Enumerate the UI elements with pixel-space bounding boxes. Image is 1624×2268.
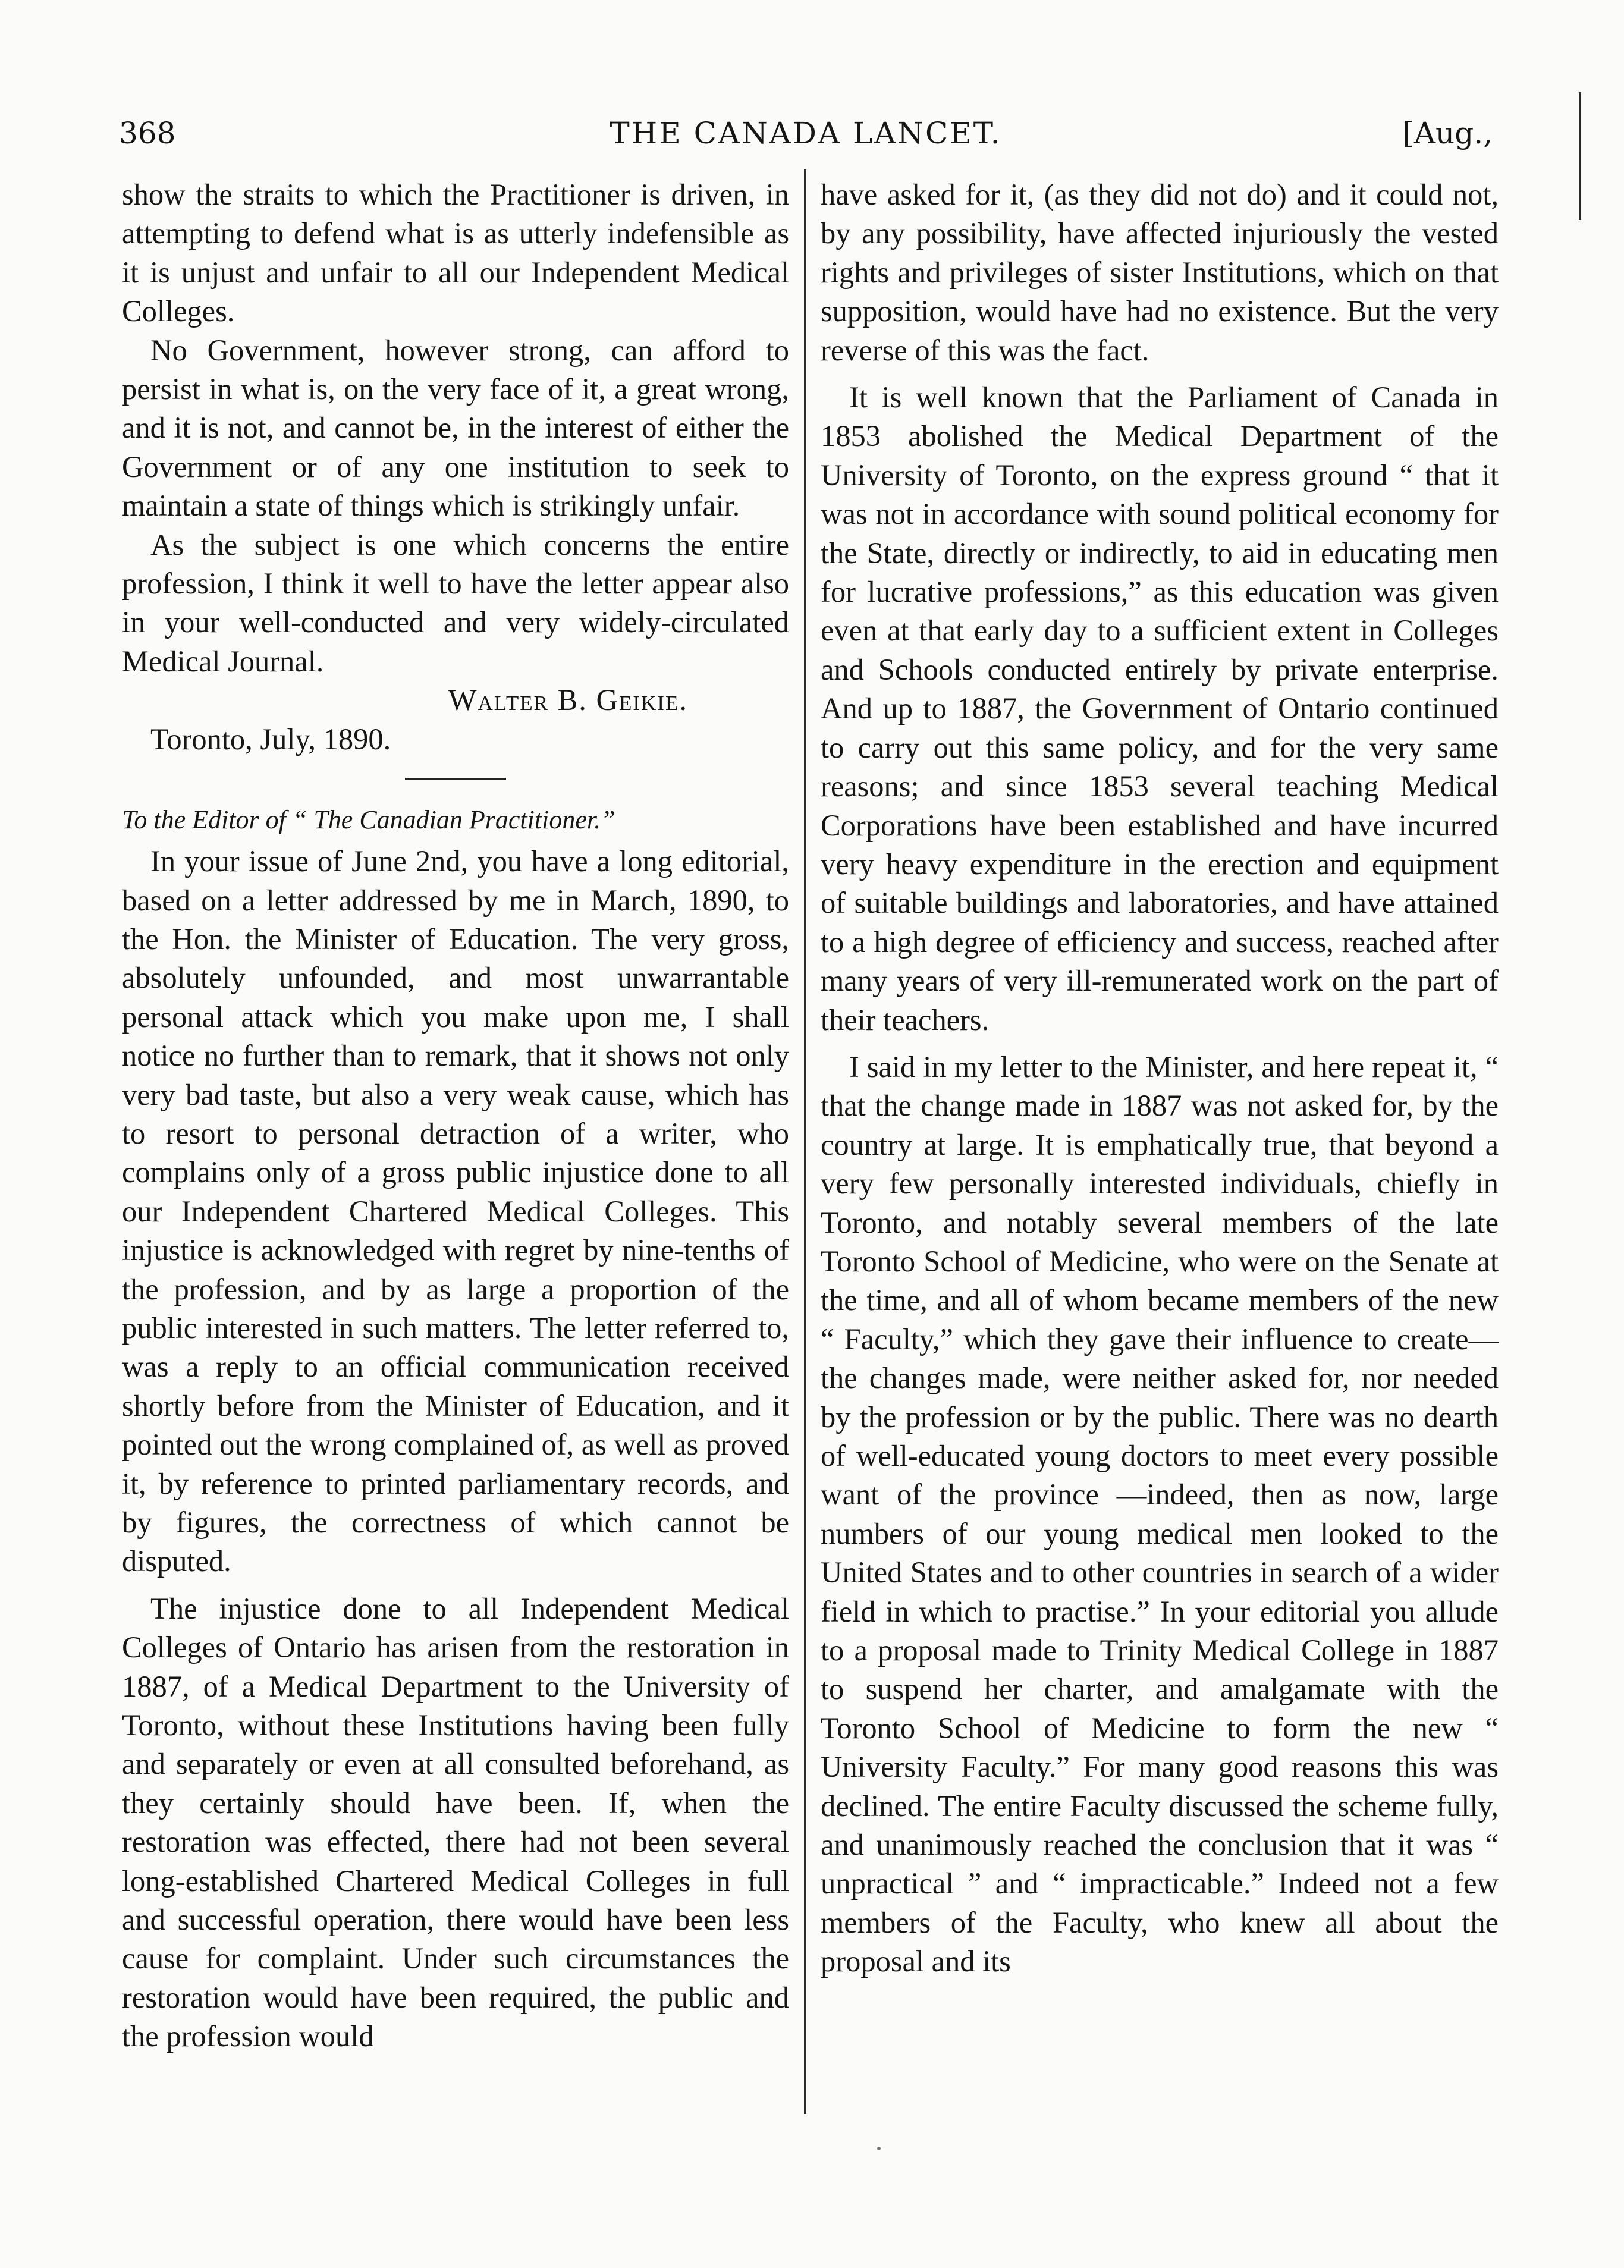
signature: Walter B. Geikie. — [448, 683, 688, 717]
column-divider — [804, 169, 806, 2114]
paragraph: have asked for it, (as they did not do) and it could not, by any possibility, have affected injuriously the vested rights and privileges of sister Institutions, which on that supposition, would have had no existence. But the very reverse of this was the fact. — [821, 178, 1499, 367]
salutation: To the Editor of “ The Canadian Practitioner.” — [122, 805, 615, 835]
paragraph: As the subject is one which concerns the entire profession, I think it well to have the letter appear also in your well-conducted and very widely-circulated Medical Journal. — [122, 527, 789, 678]
paragraph: No Government, however strong, can afford to persist in what is, on the very face of it, a great wrong, and it is not, and cannot be, in the interest of either the Government or of any one institution to seek to maintain a state of things which is strikingly unfair. — [122, 333, 789, 523]
paragraph: I said in my letter to the Minister, and here repeat it, “ that the change made in 1887 was not asked for, by the country at large. It is emphatically true, that beyond a very few personally interested individuals, chiefly in Toronto, and notably several members of the late Toronto School of Medicine, who were on the Senate at the time, and all of whom became members of the new “ Faculty,” which they gave their influence to create—the changes made, were neither asked for, nor needed by the profession or by the public. There was no dearth of well-educated young doctors to meet every possible want of the province —indeed, then as now, large numbers of our young medical men looked to the United States and to other countries in search of a wider field in which to practise.” In your editorial you allude to a proposal made to Trinity Medical College in 1887 to suspend her charter, and amalgamate with the Toronto School of Medicine to form the new “ University Faculty.” For many good reasons this was declined. The entire Faculty discussed the scheme fully, and unanimously reached the conclusion that it was “ unpractical ” and “ impracticable.” Indeed not a few members of the Faculty, who knew all about the proposal and its — [821, 1050, 1499, 1978]
print-speck — [877, 2147, 881, 2150]
left-column — [122, 175, 789, 2056]
paragraph: The injustice done to all Independent Medical Colleges of Ontario has arisen from the restoration in 1887, of a Medical Department to the University of Toronto, without these Institutions having been fully and separately or even at all consulted beforehand, as they certainly should have been. If, when the restoration was effected, there had not been several long-established Chartered Medical Colleges in full and successful operation, there would have been less cause for complaint. Under such circumstances the restoration would have been required, the public and the profession would — [122, 1591, 789, 2053]
paragraph: It is well known that the Parliament of Canada in 1853 abolished the Medical Department of the University of Toronto, on the express ground “ that it was not in accordance with sound political economy for the State, directly or indirectly, to aid in educating men for lucrative professions,” as this education was given even at that early day to a sufficient extent in Colleges and Schools conducted entirely by private enterprise. And up to 1887, the Government of Ontario continued to carry out this same policy, and for the very same reasons; and since 1853 several teaching Medical Corporations have been established and have incurred very heavy expenditure in the erection and equipment of suitable buildings and laboratories, and have attained to a high degree of efficiency and success, reached after many years of very ill-remunerated work on the part of their teachers. — [821, 381, 1499, 1036]
section-divider — [405, 778, 506, 780]
dateline: Toronto, July, 1890. — [150, 722, 391, 756]
right-column — [821, 175, 1499, 1981]
header-month: [Aug., — [1402, 116, 1493, 150]
edge-rule — [1579, 92, 1581, 220]
page-number: 368 — [119, 116, 176, 150]
paragraph: show the straits to which the Practitioner is driven, in attempting to defend what is as utterly indefensible as it is unjust and unfair to all our Independent Medical Colleges. — [122, 178, 789, 328]
running-title: THE CANADA LANCET. — [610, 116, 1002, 150]
page-header — [119, 116, 1493, 164]
paragraph: In your issue of June 2nd, you have a long editorial, based on a letter addressed by me in March, 1890, to the Hon. the Minister of Education. The very gross, absolutely unfounded, and most unwarrantable personal attack which you make upon me, I shall notice no further than to remark, that it shows not only very bad taste, but also a very weak cause, which has to resort to personal detraction of a writer, who complains only of a gross public injustice done to all our Independent Chartered Medical Colleges. This injustice is acknowledged with regret by nine-tenths of the profession, and by as large a proportion of the public interested in such matters. The letter referred to, was a reply to an official communication received shortly before from the Minister of Education, and it pointed out the wrong complained of, as well as proved it, by reference to printed parliamentary records, and by figures, the correctness of which cannot be disputed. — [122, 844, 789, 1578]
